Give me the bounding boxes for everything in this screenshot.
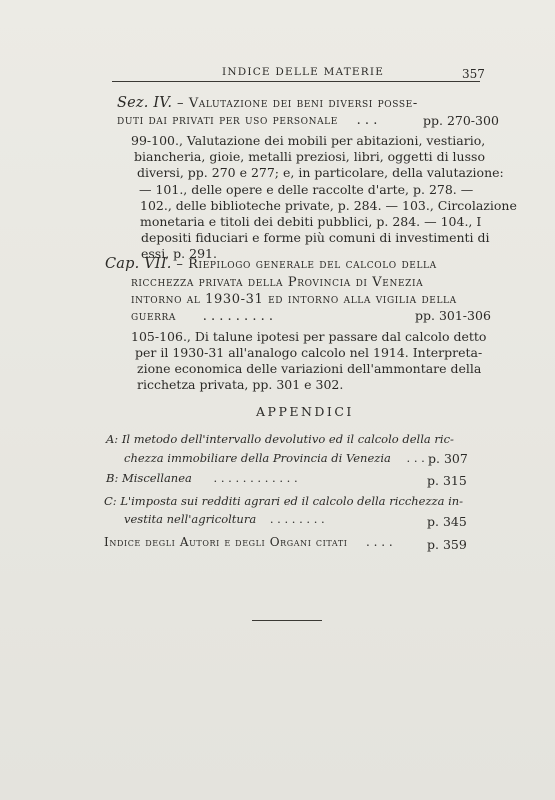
sez-iv-dots: . . .: [356, 113, 378, 128]
appendix-a-title-end: chezza immobiliare della Provincia di Venezia: [124, 451, 391, 465]
appendix-a-page: p. 307: [428, 451, 468, 466]
cap-vii-heading-line1: [105, 256, 437, 272]
appendix-c-dots: . . . . . . . .: [269, 512, 325, 526]
indice-autori-page: p. 359: [427, 537, 467, 552]
sez-iv-heading-line2: [117, 113, 377, 128]
cap-vii-pages: pp. 301-306: [415, 308, 491, 323]
sez-iv-para-line: biancheria, gioie, metalli preziosi, libri, oggetti di lusso: [134, 149, 485, 164]
appendix-b-page: p. 315: [427, 473, 467, 488]
appendici-heading: APPENDICI: [256, 404, 354, 419]
footer-rule: [252, 620, 322, 621]
appendix-a-line1: A: Il metodo dell'intervallo devolutivo ed il calcolo della ric-: [106, 432, 454, 446]
cap-vii-heading-line4: [131, 309, 273, 324]
cap-vii-para-line: 105-106., Di talune ipotesi per passare dal calcolo detto: [131, 329, 487, 344]
appendix-b-dots: . . . . . . . . . . . .: [213, 471, 298, 485]
sez-iv-para-line: diversi, pp. 270 e 277; e, in particolare, della valutazione:: [137, 165, 504, 180]
running-header-title: INDICE DELLE MATERIE: [222, 66, 385, 78]
cap-vii-title-line2: ricchezza privata della Provincia di Venezia: [131, 275, 424, 290]
sez-iv-para-line: monetaria e titoli dei debiti pubblici, p. 284. — 104., I: [140, 214, 482, 229]
indice-autori-line: [104, 535, 393, 549]
indice-autori-dots: . . . .: [365, 535, 393, 549]
header-rule: [112, 81, 480, 82]
sez-iv-pages: pp. 270-300: [423, 113, 499, 128]
cap-vii-para-line: zione economica delle variazioni dell'ammontare della: [137, 361, 482, 376]
cap-vii-label: Cap. VII.: [105, 256, 172, 272]
appendix-c-line1: C: L'imposta sui redditi agrari ed il calcolo della ricchezza in-: [104, 494, 464, 508]
indice-autori-title: Indice degli Autori e degli Organi citati: [104, 535, 348, 549]
appendix-b-line: [106, 471, 298, 485]
appendix-a-dots: . . .: [406, 451, 425, 465]
cap-vii-title-line4: guerra: [131, 309, 176, 324]
sez-iv-label: Sez. IV.: [117, 95, 173, 111]
cap-vii-para-line: ricchetza privata, pp. 301 e 302.: [137, 377, 344, 392]
sez-iv-para-line: essi, p. 291.: [141, 246, 217, 261]
cap-vii-title-line1: – Riepilogo generale del calcolo della: [176, 257, 437, 272]
sez-iv-title-line2: duti dai privati per uso personale: [117, 113, 338, 128]
sez-iv-para-line: 102., delle biblioteche private, p. 284. — 103., Circolazione: [140, 198, 517, 213]
sez-iv-heading-line1: [117, 95, 418, 111]
appendix-c-line2: [124, 512, 325, 526]
appendix-b-title: B: Miscellanea: [106, 471, 192, 485]
sez-iv-title-line1: – Valutazione dei beni diversi posse-: [176, 96, 418, 111]
page-number: 357: [462, 67, 485, 81]
sez-iv-para-line: depositi fiduciari e forme più comuni di investimenti di: [141, 230, 490, 245]
cap-vii-para-line: per il 1930-31 all'analogo calcolo nel 1914. Interpreta-: [135, 345, 483, 360]
cap-vii-title-line3: intorno al 1930-31 ed intorno alla vigilia della: [131, 292, 457, 307]
appendix-a-line2: [124, 451, 425, 465]
appendix-c-page: p. 345: [427, 514, 467, 529]
sez-iv-para-line: — 101., delle opere e delle raccolte d'arte, p. 278. —: [139, 182, 474, 197]
cap-vii-dots: . . . . . . . . .: [202, 309, 273, 324]
appendix-c-title-end: vestita nell'agricoltura: [124, 512, 257, 526]
sez-iv-para-line: 99-100., Valutazione dei mobili per abitazioni, vestiario,: [131, 133, 486, 148]
